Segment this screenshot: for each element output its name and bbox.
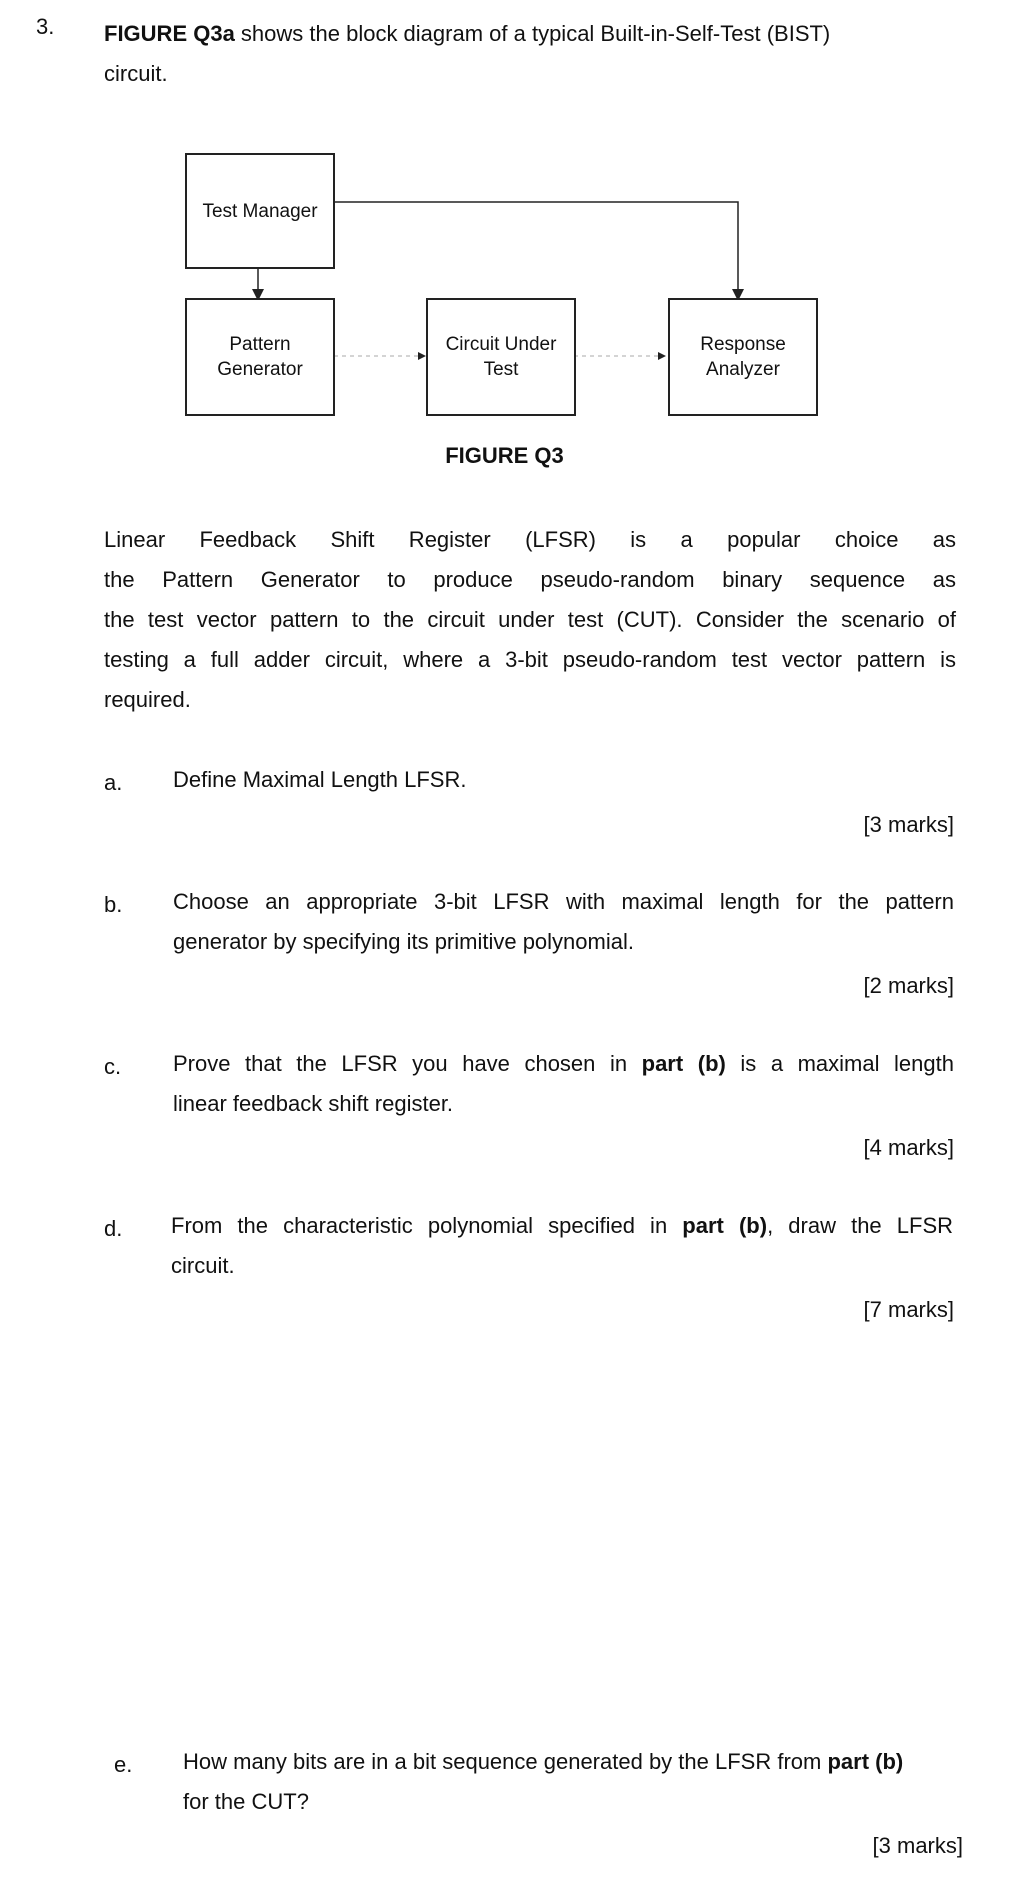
item-d-label: d. xyxy=(104,1216,123,1241)
question-number: 3. xyxy=(36,14,55,39)
item-b-line-2: generator by specifying its primitive polynomial. xyxy=(173,929,634,954)
item-c-line-2: linear feedback shift register. xyxy=(173,1091,454,1116)
item-d-line-1-pre: From the characteristic polynomial specified in xyxy=(171,1213,683,1238)
item-e-line-2: for the CUT? xyxy=(183,1789,309,1814)
item-d-part-reference: part (b) xyxy=(682,1213,768,1238)
item-d-text xyxy=(171,1206,953,1286)
item-b-marks: [2 marks] xyxy=(863,973,954,998)
item-c-text xyxy=(173,1044,954,1124)
paragraph-line-5: required. xyxy=(104,687,191,712)
item-e-marks: [3 marks] xyxy=(872,1833,963,1858)
item-c-marks: [4 marks] xyxy=(863,1135,954,1160)
item-e-text xyxy=(183,1742,963,1822)
item-d-line-1-post: , draw the LFSR xyxy=(767,1213,954,1238)
item-c-label: c. xyxy=(104,1054,122,1079)
lfsr-paragraph xyxy=(104,520,956,720)
item-c-part-reference: part (b) xyxy=(641,1051,726,1076)
intro-line-2: circuit. xyxy=(104,61,168,86)
item-e-line-1-pre: How many bits are in a bit sequence generated by the LFSR from xyxy=(183,1749,828,1774)
paragraph-line-4: testing a full adder circuit, where a 3-bit pseudo-random test vector pattern is xyxy=(104,647,956,672)
item-c-line-1-post: is a maximal length xyxy=(725,1051,954,1076)
pattern-generator-label-2: Generator xyxy=(217,359,303,380)
item-d-line-1 xyxy=(171,1206,953,1246)
pattern-generator-block xyxy=(185,298,335,416)
item-d-line-2: circuit. xyxy=(171,1253,235,1278)
item-a-text: Define Maximal Length LFSR. xyxy=(173,767,467,792)
paragraph-line-2: the Pattern Generator to produce pseudo-random binary sequence as xyxy=(104,567,956,592)
response-analyzer-label-1: Response xyxy=(700,334,786,355)
item-b-label: b. xyxy=(104,892,123,917)
item-b-text xyxy=(173,882,954,962)
item-e-line-1 xyxy=(183,1742,963,1782)
item-e-part-reference: part (b) xyxy=(827,1749,904,1774)
item-a-marks: [3 marks] xyxy=(863,812,954,837)
intro-line-1-text: shows the block diagram of a typical Built-in-Self-Test (BIST) xyxy=(234,21,831,46)
item-c-line-1 xyxy=(173,1044,954,1084)
response-analyzer-label-2: Analyzer xyxy=(706,359,780,380)
item-b-line-1: Choose an appropriate 3-bit LFSR with maximal length for the pattern xyxy=(173,889,954,914)
pattern-generator-label-1: Pattern xyxy=(229,334,291,355)
item-d-marks: [7 marks] xyxy=(863,1297,954,1322)
paragraph-line-3: the test vector pattern to the circuit under test (CUT). Consider the scenario of xyxy=(104,607,956,632)
response-analyzer-block xyxy=(668,298,818,416)
circuit-under-test-block xyxy=(426,298,576,416)
figure-reference: FIGURE Q3a xyxy=(104,21,235,46)
test-manager-label: Test Manager xyxy=(202,200,318,222)
cut-label-2: Test xyxy=(483,359,519,380)
item-c-line-1-pre: Prove that the LFSR you have chosen in xyxy=(173,1051,642,1076)
item-e-label: e. xyxy=(114,1752,133,1777)
test-manager-block xyxy=(185,153,335,269)
figure-caption: FIGURE Q3 xyxy=(445,443,564,468)
paragraph-line-1: Linear Feedback Shift Register (LFSR) is a popular choice as xyxy=(104,527,956,552)
manager-to-analyzer-connector xyxy=(334,202,738,295)
cut-label-1: Circuit Under xyxy=(445,334,557,355)
item-a-label: a. xyxy=(104,770,123,795)
